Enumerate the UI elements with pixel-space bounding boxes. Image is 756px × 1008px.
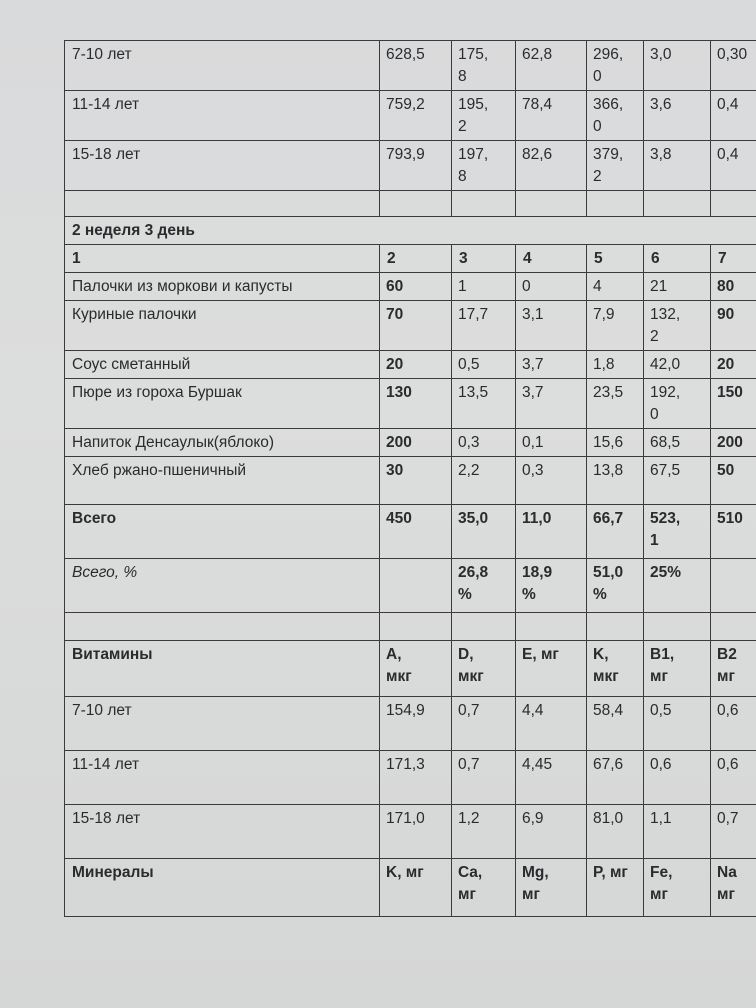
- value-cell: 50: [711, 457, 756, 505]
- value-cell: 4,4: [516, 697, 587, 751]
- value-cell: 4: [587, 273, 644, 301]
- value-cell: 67,5: [644, 457, 711, 505]
- vitamin-row: [65, 697, 756, 751]
- total-percent-value: [711, 559, 756, 613]
- total-row: [65, 505, 756, 559]
- vitamins-label: Витамины: [65, 641, 380, 697]
- age-label: 15-18 лет: [65, 805, 380, 859]
- value-cell: 82,6: [516, 141, 587, 191]
- age-label: 11-14 лет: [65, 751, 380, 805]
- dish-row: [65, 301, 756, 351]
- total-value: 450: [380, 505, 452, 559]
- vitamin-header: D, мкг: [452, 641, 516, 697]
- empty-cell: [587, 613, 644, 641]
- value-cell: 81,0: [587, 805, 644, 859]
- empty-cell: [452, 191, 516, 217]
- vitamin-row: [65, 805, 756, 859]
- value-cell: 70: [380, 301, 452, 351]
- total-value: 35,0: [452, 505, 516, 559]
- dish-row: [65, 429, 756, 457]
- value-cell: 20: [711, 351, 756, 379]
- age-row: [65, 41, 756, 91]
- column-number-row: [65, 245, 756, 273]
- total-percent-value: 25%: [644, 559, 711, 613]
- value-cell: 17,7: [452, 301, 516, 351]
- mineral-header: K, мг: [380, 859, 452, 917]
- value-cell: 78,4: [516, 91, 587, 141]
- value-cell: 3,6: [644, 91, 711, 141]
- empty-cell: [380, 191, 452, 217]
- value-cell: 0: [516, 273, 587, 301]
- dish-row: [65, 351, 756, 379]
- vitamin-header: B2 мг: [711, 641, 756, 697]
- dish-name: Соус сметанный: [65, 351, 380, 379]
- empty-cell: [65, 613, 380, 641]
- value-cell: 0,7: [711, 805, 756, 859]
- value-cell: 3,7: [516, 379, 587, 429]
- dish-row: [65, 379, 756, 429]
- empty-cell: [711, 613, 756, 641]
- value-cell: 1,2: [452, 805, 516, 859]
- value-cell: 175, 8: [452, 41, 516, 91]
- vitamin-row: [65, 751, 756, 805]
- age-row: [65, 141, 756, 191]
- section-title-row: [65, 217, 756, 245]
- value-cell: 3,0: [644, 41, 711, 91]
- value-cell: 296, 0: [587, 41, 644, 91]
- vitamin-header: E, мг: [516, 641, 587, 697]
- total-value: 66,7: [587, 505, 644, 559]
- empty-cell: [516, 191, 587, 217]
- value-cell: 20: [380, 351, 452, 379]
- total-percent-value: [380, 559, 452, 613]
- empty-cell: [587, 191, 644, 217]
- total-value: 11,0: [516, 505, 587, 559]
- value-cell: 3,8: [644, 141, 711, 191]
- dish-name: Напиток Денсаулык(яблоко): [65, 429, 380, 457]
- column-number: 1: [65, 245, 380, 273]
- empty-row: [65, 191, 756, 217]
- total-label: Всего: [65, 505, 380, 559]
- value-cell: 1,1: [644, 805, 711, 859]
- value-cell: 0,4: [711, 141, 756, 191]
- value-cell: 200: [711, 429, 756, 457]
- value-cell: 0,3: [452, 429, 516, 457]
- age-label: 11-14 лет: [65, 91, 380, 141]
- mineral-header: P, мг: [587, 859, 644, 917]
- value-cell: 21: [644, 273, 711, 301]
- value-cell: 67,6: [587, 751, 644, 805]
- value-cell: 150: [711, 379, 756, 429]
- value-cell: 628,5: [380, 41, 452, 91]
- dish-row: [65, 457, 756, 505]
- table-body: [65, 41, 756, 917]
- value-cell: 192, 0: [644, 379, 711, 429]
- value-cell: 60: [380, 273, 452, 301]
- value-cell: 0,4: [711, 91, 756, 141]
- value-cell: 13,5: [452, 379, 516, 429]
- value-cell: 15,6: [587, 429, 644, 457]
- total-percent-value: 18,9 %: [516, 559, 587, 613]
- value-cell: 30: [380, 457, 452, 505]
- value-cell: 42,0: [644, 351, 711, 379]
- value-cell: 154,9: [380, 697, 452, 751]
- total-percent-value: 51,0 %: [587, 559, 644, 613]
- column-number: 3: [452, 245, 516, 273]
- value-cell: 6,9: [516, 805, 587, 859]
- value-cell: 0,6: [711, 697, 756, 751]
- mineral-header: Na мг: [711, 859, 756, 917]
- value-cell: 1,8: [587, 351, 644, 379]
- total-percent-value: 26,8 %: [452, 559, 516, 613]
- value-cell: 200: [380, 429, 452, 457]
- value-cell: 58,4: [587, 697, 644, 751]
- value-cell: 62,8: [516, 41, 587, 91]
- vitamin-header: B1, мг: [644, 641, 711, 697]
- dish-name: Пюре из гороха Буршак: [65, 379, 380, 429]
- empty-cell: [516, 613, 587, 641]
- column-number: 7: [711, 245, 756, 273]
- age-label: 15-18 лет: [65, 141, 380, 191]
- dish-name: Палочки из моркови и капусты: [65, 273, 380, 301]
- column-number: 4: [516, 245, 587, 273]
- mineral-header: Mg, мг: [516, 859, 587, 917]
- empty-cell: [452, 613, 516, 641]
- value-cell: 132, 2: [644, 301, 711, 351]
- value-cell: 0,5: [644, 697, 711, 751]
- value-cell: 90: [711, 301, 756, 351]
- empty-cell: [644, 613, 711, 641]
- value-cell: 68,5: [644, 429, 711, 457]
- value-cell: 3,7: [516, 351, 587, 379]
- value-cell: 759,2: [380, 91, 452, 141]
- value-cell: 793,9: [380, 141, 452, 191]
- empty-row: [65, 613, 756, 641]
- value-cell: 0,3: [516, 457, 587, 505]
- value-cell: 13,8: [587, 457, 644, 505]
- value-cell: 80: [711, 273, 756, 301]
- total-percent-row: [65, 559, 756, 613]
- total-percent-label: Всего, %: [65, 559, 380, 613]
- age-label: 7-10 лет: [65, 41, 380, 91]
- value-cell: 130: [380, 379, 452, 429]
- column-number: 2: [380, 245, 452, 273]
- value-cell: 0,6: [644, 751, 711, 805]
- dish-name: Хлеб ржано-пшеничный: [65, 457, 380, 505]
- value-cell: 0,30: [711, 41, 756, 91]
- mineral-header: Fe, мг: [644, 859, 711, 917]
- nutrition-table: [64, 40, 756, 917]
- value-cell: 0,7: [452, 751, 516, 805]
- value-cell: 171,0: [380, 805, 452, 859]
- value-cell: 3,1: [516, 301, 587, 351]
- minerals-label: Минералы: [65, 859, 380, 917]
- value-cell: 2,2: [452, 457, 516, 505]
- total-value: 510: [711, 505, 756, 559]
- value-cell: 23,5: [587, 379, 644, 429]
- empty-cell: [711, 191, 756, 217]
- value-cell: 197, 8: [452, 141, 516, 191]
- vitamin-header: K, мкг: [587, 641, 644, 697]
- value-cell: 0,5: [452, 351, 516, 379]
- value-cell: 0,6: [711, 751, 756, 805]
- value-cell: 7,9: [587, 301, 644, 351]
- empty-cell: [644, 191, 711, 217]
- minerals-header-row: [65, 859, 756, 917]
- empty-cell: [380, 613, 452, 641]
- dish-name: Куриные палочки: [65, 301, 380, 351]
- value-cell: 0,1: [516, 429, 587, 457]
- value-cell: 0,7: [452, 697, 516, 751]
- age-label: 7-10 лет: [65, 697, 380, 751]
- value-cell: 195, 2: [452, 91, 516, 141]
- value-cell: 4,45: [516, 751, 587, 805]
- value-cell: 1: [452, 273, 516, 301]
- value-cell: 171,3: [380, 751, 452, 805]
- dish-row: [65, 273, 756, 301]
- mineral-header: Ca, мг: [452, 859, 516, 917]
- age-row: [65, 91, 756, 141]
- total-value: 523, 1: [644, 505, 711, 559]
- section-title: 2 неделя 3 день: [65, 217, 756, 245]
- column-number: 5: [587, 245, 644, 273]
- vitamins-header-row: [65, 641, 756, 697]
- empty-cell: [65, 191, 380, 217]
- value-cell: 366, 0: [587, 91, 644, 141]
- value-cell: 379, 2: [587, 141, 644, 191]
- vitamin-header: A, мкг: [380, 641, 452, 697]
- column-number: 6: [644, 245, 711, 273]
